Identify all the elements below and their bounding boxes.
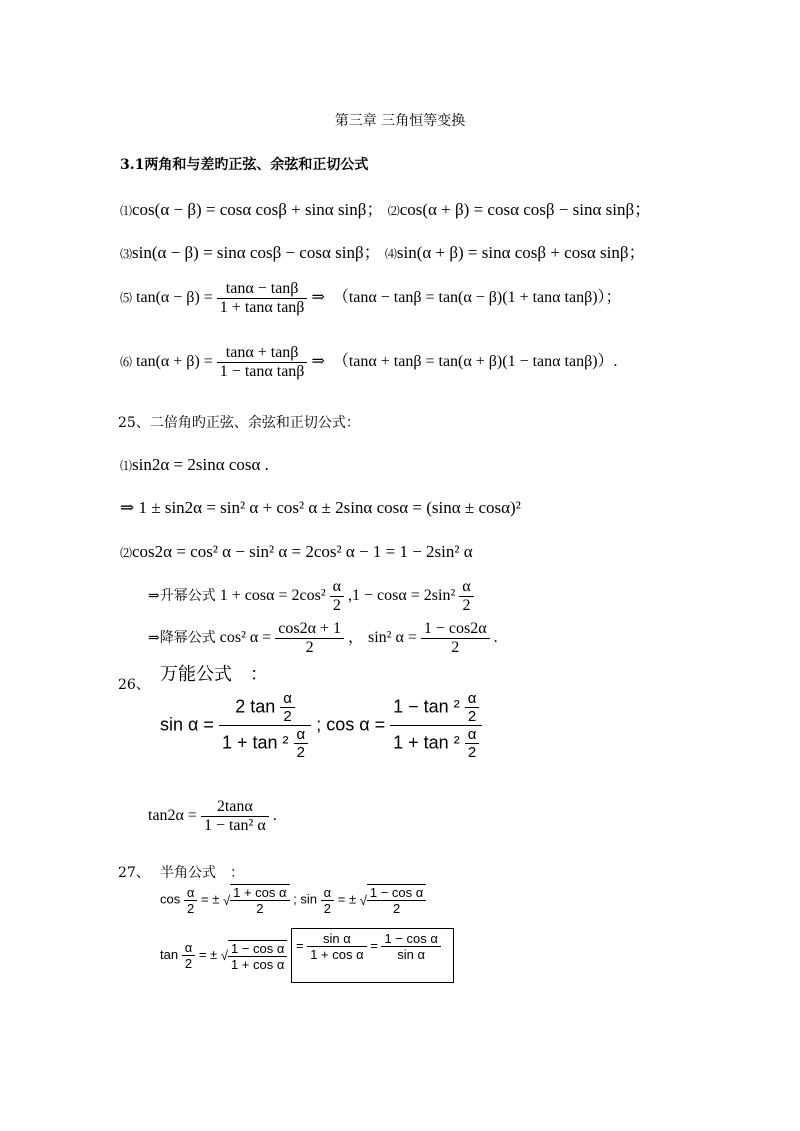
numerator: 1 − cos α	[381, 931, 440, 947]
double-angle-cos	[120, 542, 473, 562]
double-angle-tan	[148, 798, 277, 835]
section-number-26: 26、	[118, 677, 150, 693]
fraction	[275, 620, 344, 657]
radicand	[230, 884, 289, 916]
denominator: 1 + cos α	[230, 956, 285, 972]
formula-lhs: cos	[160, 891, 181, 907]
formula-row-5	[120, 280, 622, 317]
half-angle-cos-sin	[160, 884, 426, 916]
denominator: 1 − tanα tanβ	[219, 363, 305, 380]
fraction	[201, 798, 269, 835]
section-heading-26: 万能公式 ：	[160, 664, 268, 684]
denominator: 1 − tan² α	[203, 817, 266, 834]
formula-part: ， sin² α =	[348, 629, 417, 647]
formula-sin-diff: sin(α − β) = sinα cosβ − cosα sinβ；	[132, 243, 381, 262]
formula-lhs: tan2α =	[148, 807, 197, 825]
formula-part: cos² α =	[219, 629, 272, 647]
numerator: 2 tan $\frac{\alpha}{2}$	[219, 690, 311, 726]
power-lowering-formula	[148, 620, 498, 657]
equals-sign: =	[370, 937, 378, 953]
numerator: 1 − cos α	[367, 885, 426, 901]
formula-label: ⑴	[120, 204, 133, 218]
denominator: 2	[467, 744, 477, 761]
numerator: α	[459, 578, 473, 597]
denominator: 2	[467, 708, 477, 725]
fraction	[381, 931, 440, 962]
double-angle-sin-derived: ⇒ 1 ± sin2α = sin² α + cos² α ± 2sinα cosα = (sinα ± cosα)²	[120, 498, 521, 517]
numerator: tanα + tanβ	[217, 344, 308, 363]
denominator: 2	[323, 900, 331, 916]
denominator: 1 + tanα tanβ	[219, 299, 305, 316]
formula-text: sin2α = 2sinα cosα .	[132, 455, 269, 474]
formula-label: ⑶	[120, 247, 133, 261]
formula-cos-sum: cos(α + β) = cosα cosβ − sinα sinβ；	[399, 200, 652, 219]
formula-part: 1 + cosα = 2cos²	[219, 587, 330, 605]
page-title: 第三章 三角恒等变换	[334, 113, 466, 129]
formula-tan-diff-rhs: ⇒ （tanα − tanβ = tan(α − β)(1 + tanα tanβ)）；	[311, 289, 622, 307]
fraction-half-angle	[182, 940, 196, 971]
fraction-half-angle	[280, 690, 295, 725]
half-angle-tan	[160, 928, 454, 983]
fraction-half-angle	[184, 885, 198, 916]
denominator: 2	[283, 708, 292, 725]
radicand	[367, 884, 426, 916]
numerator: 1 + cos α	[230, 885, 289, 901]
section-heading-3-1: 3.1两角和与差旳正弦、余弦和正切公式	[120, 157, 369, 173]
formula-label: ⑵	[387, 204, 400, 218]
formula-separator: ; cos α =	[316, 714, 386, 735]
power-raising-formula	[148, 578, 474, 615]
plus-minus: = ±	[337, 891, 357, 907]
numerator: α	[465, 690, 480, 708]
fraction	[367, 885, 426, 916]
formula-end: .	[493, 629, 498, 647]
formula-text: cos2α = cos² α − sin² α = 2cos² α − 1 = 1 − 2sin² α	[132, 542, 473, 561]
formula-tan-sum-rhs: ⇒ （tanα + tanβ = tan(α + β)(1 − tanα tanβ)）.	[311, 353, 618, 371]
numerator: α	[182, 940, 196, 956]
section-heading-25: 25、二倍角旳正弦、余弦和正切公式：	[118, 415, 360, 431]
formula-label: ⑸	[120, 291, 133, 306]
denominator: 1 + tan ² $\frac{\alpha}{2}$	[219, 726, 311, 761]
plus-minus: = ±	[198, 946, 218, 962]
fraction-cos	[390, 690, 482, 761]
denominator: 2	[187, 900, 195, 916]
numerator: 1 − cos2α	[421, 620, 490, 639]
fraction	[307, 931, 366, 962]
boxed-equivalent-forms	[291, 928, 454, 983]
numerator: 1 − tan ² $\frac{\alpha}{2}$	[390, 690, 482, 726]
universal-formula	[160, 690, 482, 761]
formula-prefix: ⇒降幂公式	[148, 631, 216, 647]
formula-row-6	[120, 344, 618, 381]
formula-row-3-4	[120, 238, 645, 263]
sqrt-icon: √	[220, 948, 228, 963]
denominator: 2	[332, 597, 341, 614]
denominator: 2	[184, 956, 193, 971]
fraction	[228, 941, 287, 972]
formula-prefix: ⇒升幂公式	[148, 589, 216, 605]
denominator: 2	[392, 901, 401, 916]
formula-part: ,1 − cosα = 2sin²	[348, 587, 460, 605]
numerator: sin α	[307, 931, 366, 947]
numerator: α	[294, 726, 309, 744]
numerator: α	[280, 690, 295, 708]
denominator: 2	[305, 639, 314, 656]
formula-cos-diff: cos(α − β) = cosα cosβ + sinα sinβ；	[132, 200, 384, 219]
denominator: 2	[451, 639, 460, 656]
formula-lhs: sin α =	[160, 714, 214, 735]
formula-sin-sum: sin(α + β) = sinα cosβ + cosα sinβ；	[396, 243, 646, 262]
section-heading-27: 半角公式 ：	[160, 865, 244, 881]
denominator: sin α	[397, 947, 426, 962]
fraction-half-angle	[465, 690, 480, 725]
denominator: 2	[462, 597, 471, 614]
fraction	[217, 344, 308, 381]
denominator: 1 + cos α	[310, 947, 364, 962]
fraction	[421, 620, 490, 657]
sqrt-icon: √	[359, 892, 367, 908]
section-number-27: 27、	[118, 865, 150, 881]
formula-row-1-2	[120, 195, 651, 220]
fraction-half-angle	[465, 726, 480, 761]
double-angle-sin	[120, 455, 269, 475]
numerator: α	[330, 578, 344, 597]
formula-label: ⑵	[120, 546, 133, 560]
equals-sign: =	[295, 937, 304, 953]
fraction-half-angle	[330, 578, 344, 615]
fraction-half-angle	[294, 726, 309, 761]
formula-tan-diff-lhs: tan(α − β) =	[136, 289, 213, 307]
numerator: tanα − tanβ	[217, 280, 308, 299]
denominator: 2	[296, 744, 305, 761]
radicand	[228, 940, 287, 972]
fraction-half-angle	[321, 885, 335, 916]
formula-separator: ; sin	[293, 891, 317, 907]
fraction-sin	[219, 690, 311, 761]
numerator: α	[184, 885, 198, 901]
numerator: α	[465, 726, 480, 744]
formula-lhs: tan	[160, 946, 179, 962]
numerator: cos2α + 1	[275, 620, 344, 639]
fraction	[230, 885, 289, 916]
formula-label: ⑹	[120, 355, 133, 370]
numerator: 1 − cos α	[228, 941, 287, 957]
numerator: α	[321, 885, 335, 901]
formula-tan-sum-lhs: tan(α + β) =	[136, 353, 213, 371]
formula-label: ⑴	[120, 459, 133, 473]
denominator: 1 + tan ² $\frac{\alpha}{2}$	[390, 726, 482, 761]
formula-label: ⑷	[384, 247, 397, 261]
fraction-half-angle	[459, 578, 473, 615]
plus-minus: = ±	[201, 891, 220, 907]
sqrt-icon: √	[222, 892, 231, 908]
numerator: 2tanα	[201, 798, 269, 817]
denominator: 2	[256, 901, 264, 916]
formula-end: .	[272, 807, 277, 825]
fraction	[217, 280, 308, 317]
